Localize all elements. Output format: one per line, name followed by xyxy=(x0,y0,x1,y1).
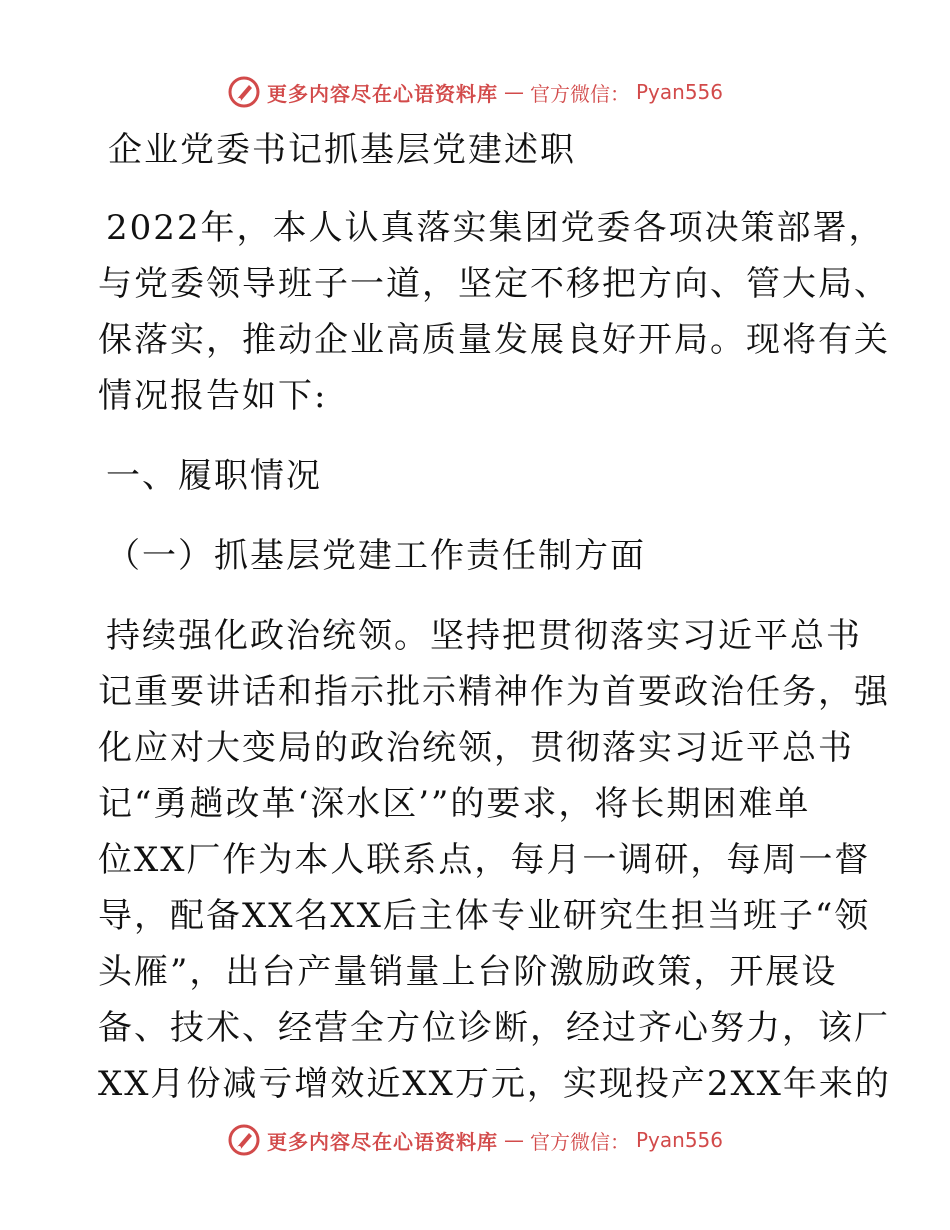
intro-line: 2022年，本人认真落实集团党委各项决策部署， xyxy=(106,208,885,248)
body-line: XX月份减亏增效近XX万元，实现投产2XX年来的 xyxy=(98,1064,891,1104)
section-heading: 一、履职情况 xyxy=(106,456,322,496)
watermark-text: 更多内容尽在心语资料库 xyxy=(266,81,498,106)
watermark-banner-bottom xyxy=(0,1120,950,1160)
watermark-id: Pyan556 xyxy=(635,80,723,104)
watermark-label: 官方微信： xyxy=(529,81,630,106)
intro-line: 保落实，推动企业高质量发展良好开局。现将有关 xyxy=(98,320,890,360)
body-line: 记“勇趟改革‘深水区’”的要求，将长期困难单 xyxy=(98,784,811,824)
watermark-id: Pyan556 xyxy=(635,1128,723,1152)
intro-line: 情况报告如下: xyxy=(98,376,328,416)
intro-line: 与党委领导班子一道，坚定不移把方向、管大局、 xyxy=(98,264,890,304)
body-line: 导，配备XX名XX后主体专业研究生担当班子“领 xyxy=(98,896,871,936)
body-line: 备、技术、经营全方位诊断，经过齐心努力，该厂 xyxy=(98,1008,890,1048)
body-line: 化应对大变局的政治统领，贯彻落实习近平总书 xyxy=(98,728,854,768)
intro-paragraph xyxy=(98,200,890,424)
body-line: 持续强化政治统领。坚持把贯彻落实习近平总书 xyxy=(106,616,862,656)
document-title: 企业党委书记抓基层党建述职 xyxy=(108,130,576,170)
document-body xyxy=(98,116,891,1112)
body-line: 头雁”，出台产量销量上台阶激励政策，开展设 xyxy=(98,952,838,992)
body-paragraph xyxy=(98,608,891,1112)
pen-logo-icon xyxy=(227,75,261,109)
watermark-banner-top xyxy=(0,72,950,112)
watermark-text: 更多内容尽在心语资料库 xyxy=(266,1129,498,1154)
body-line: 记重要讲话和指示批示精神作为首要政治任务，强 xyxy=(98,672,890,712)
watermark-separator: — xyxy=(503,1128,524,1152)
watermark-label: 官方微信： xyxy=(529,1129,630,1154)
watermark-separator: — xyxy=(503,80,524,104)
pen-logo-icon xyxy=(227,1123,261,1157)
body-line: 位XX厂作为本人联系点，每月一调研，每周一督 xyxy=(98,840,871,880)
subsection-heading: （一）抓基层党建工作责任制方面 xyxy=(106,536,646,576)
